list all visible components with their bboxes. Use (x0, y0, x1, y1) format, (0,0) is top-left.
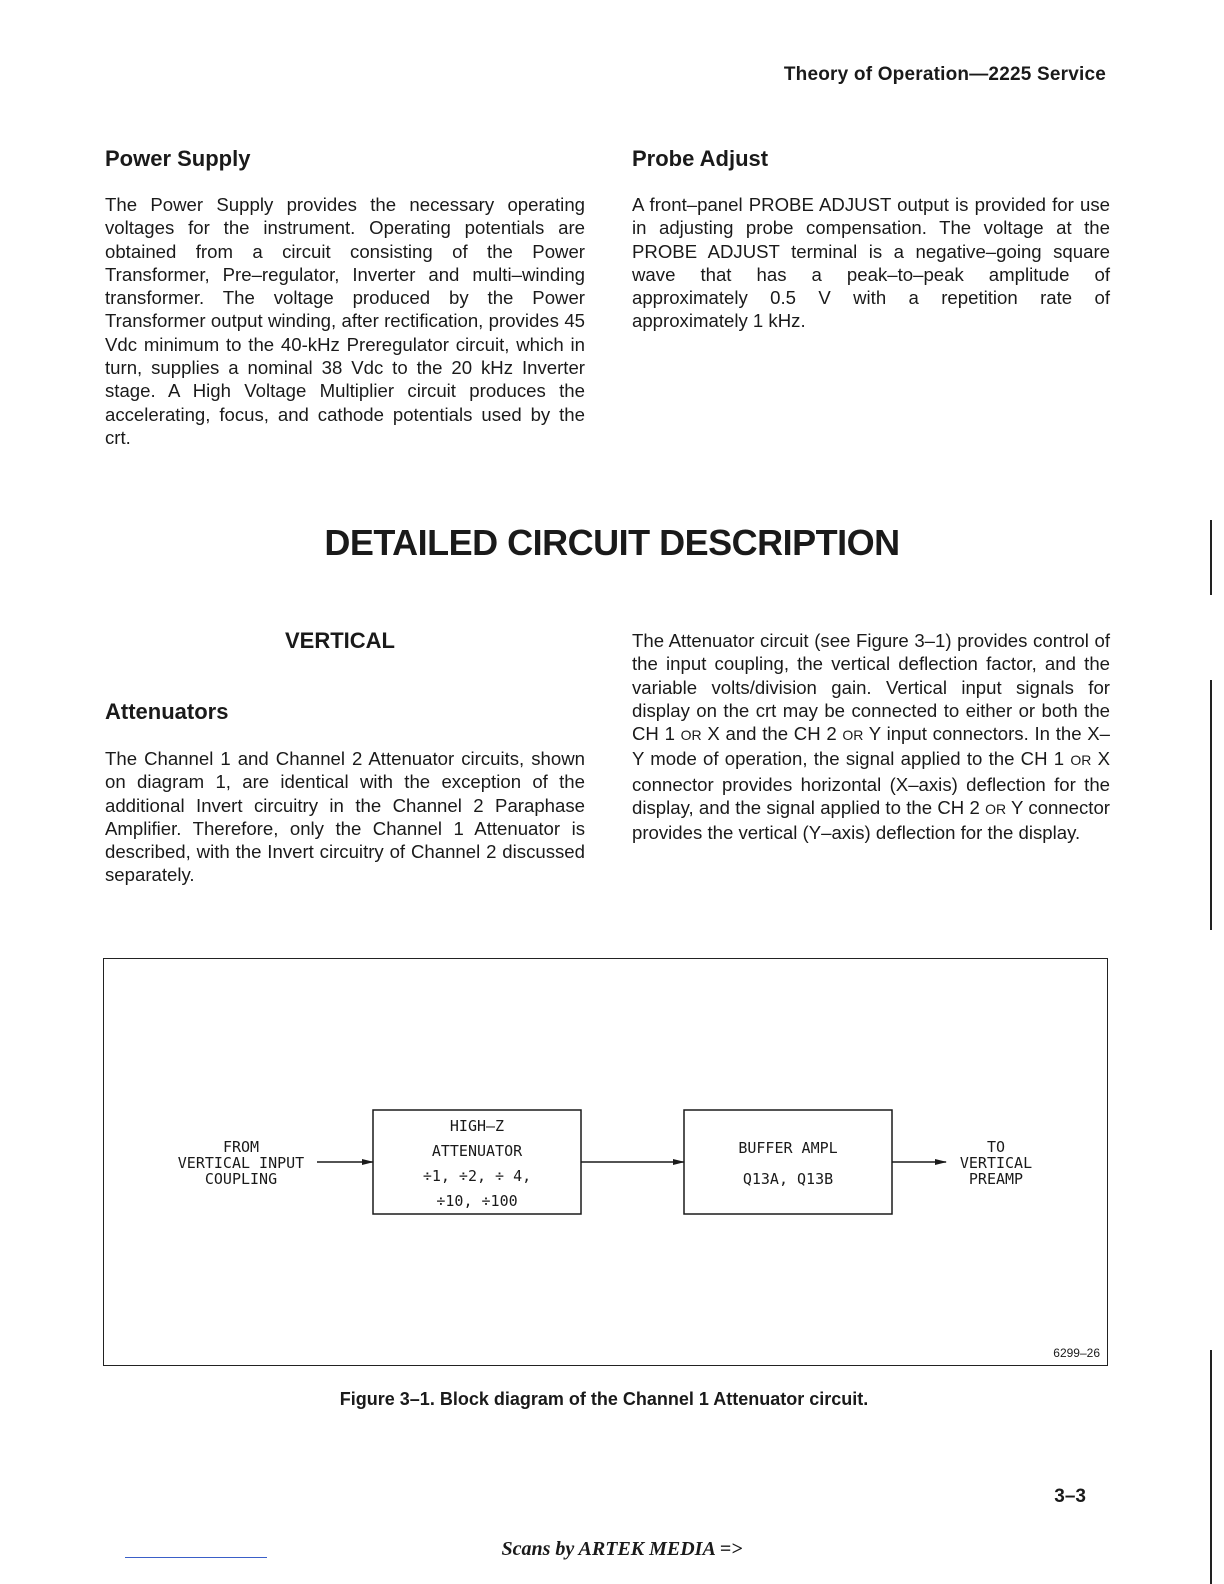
figure-caption: Figure 3–1. Block diagram of the Channel 1 Attenuator circuit. (339, 1389, 869, 1409)
description-text: The Attenuator circuit (see Figure 3–1) provides control of the input coupling, the vertical deflection factor, and the variable volts/division gain. Vertical input signals for display on the crt may be connected to either or both the CH 1 (632, 630, 1110, 745)
buffer-block-label: BUFFER AMPL (738, 1139, 838, 1157)
description-text: Y connector provides the vertical (Y–axis) deflection for the display. (632, 797, 1110, 844)
attenuator-block-label: ATTENUATOR (431, 1142, 523, 1160)
figure-number: 6299–26 (1053, 1346, 1100, 1360)
scan-credit: Scans by ARTEK MEDIA => (501, 1538, 743, 1560)
description-text: X and the CH 2 (701, 723, 843, 745)
section-title: DETAILED CIRCUIT DESCRIPTION (324, 522, 900, 563)
scan-edge-mark (1210, 520, 1212, 595)
attenuators-heading: Attenuators (105, 699, 229, 724)
probe-adjust-heading: Probe Adjust (632, 146, 769, 171)
output-label-line: TO (986, 1138, 1006, 1156)
attenuator-description (632, 629, 1110, 845)
power-supply-heading: Power Supply (105, 146, 251, 171)
attenuator-block-label: ÷10, ÷100 (436, 1192, 518, 1210)
description-text: Y input connectors. In the X–Y mode of operation, the signal applied to the CH 1 (632, 723, 1110, 770)
power-supply-body: The Power Supply provides the necessary operating voltages for the instrument. Operating potentials are obtained from a circuit consisting of the Power Transformer, Pre–regulator, Inverter and multi–winding transformer. The voltage produced by the Power Transformer output winding, after rectification, provides 45 Vdc minimum to the 40-kHz Preregulator circuit, which in turn, supplies a nominal 38 Vdc to the 20 kHz Inverter stage. A High Voltage Multiplier circuit produces the accelerating, focus, and cathode potentials used by the crt. (105, 194, 585, 448)
attenuators-body: The Channel 1 and Channel 2 Attenuator circuits, shown on diagram 1, are identical with the exception of the additional Invert circuitry in the Channel 2 Paraphase Amplifier. Therefore, only the Channel 1 Attenuator is described, with the Invert circuitry of Channel 2 discussed separately. (105, 748, 585, 886)
or-small-caps: OR (985, 801, 1007, 818)
or-small-caps: OR (680, 727, 702, 744)
input-label-line: COUPLING (204, 1170, 278, 1188)
input-label-line: VERTICAL INPUT (177, 1154, 305, 1172)
or-small-caps: OR (842, 727, 864, 744)
or-small-caps: OR (1070, 752, 1092, 769)
buffer-block (684, 1110, 892, 1214)
scan-edge-mark (1210, 680, 1212, 930)
attenuator-block-label: ÷1, ÷2, ÷ 4, (422, 1167, 532, 1185)
input-label-line: FROM (222, 1138, 260, 1156)
output-label-line: PREAMP (968, 1170, 1024, 1188)
description-text: X connector provides horizontal (X–axis) deflection for the display, and the signal applied to the CH 2 (632, 748, 1110, 819)
probe-adjust-body: A front–panel PROBE ADJUST output is provided for use in adjusting probe compensation. The voltage at the PROBE ADJUST terminal is a negative–going square wave that has a peak–to–peak amplitude of approximately 0.5 V with a repetition rate of approximately 1 kHz. (632, 194, 1110, 332)
block-diagram (104, 959, 1106, 1364)
vertical-heading: VERTICAL (285, 628, 395, 653)
output-label-line: VERTICAL (959, 1154, 1033, 1172)
attenuator-block-label: HIGH–Z (449, 1117, 505, 1135)
scan-edge-mark (1210, 1350, 1212, 1584)
footer-rule (125, 1557, 267, 1558)
buffer-block-label: Q13A, Q13B (742, 1170, 834, 1188)
page-number: 3–3 (1054, 1486, 1086, 1507)
running-head: Theory of Operation—2225 Service (783, 64, 1106, 85)
figure-frame (103, 958, 1108, 1366)
